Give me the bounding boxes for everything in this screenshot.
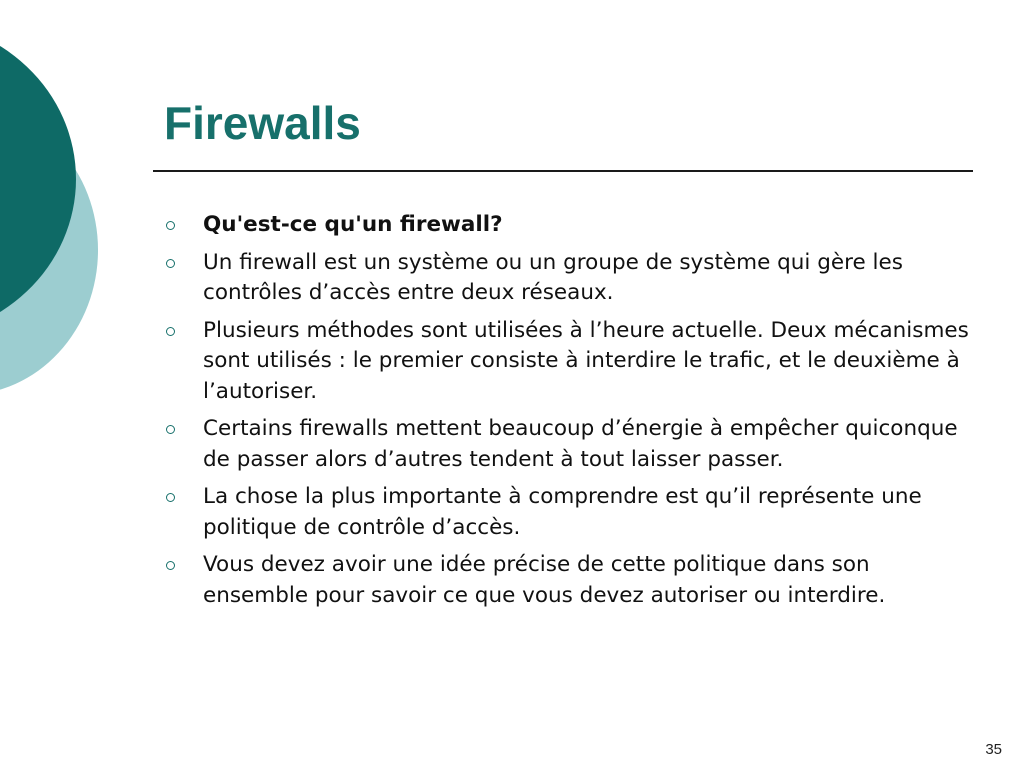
bullet-text: Vous devez avoir une idée précise de cette politique dans son ensemble pour savoir ce que vous devez autoriser ou interdire. [203,552,886,608]
hollow-circle-bullet-icon [166,493,175,502]
hollow-circle-bullet-icon [166,221,175,230]
bullet-item [160,316,970,408]
bullet-item [160,550,970,611]
hollow-circle-bullet-icon [166,259,175,268]
hollow-circle-bullet-icon [166,327,175,336]
bullet-item [160,248,970,309]
hollow-circle-bullet-icon [166,561,175,570]
bullet-text: La chose la plus importante à comprendre est qu’il représente une politique de contrôle d’accès. [203,484,922,540]
bullet-text: Un firewall est un système ou un groupe de système qui gère les contrôles d’accès entre deux réseaux. [203,249,903,305]
title-divider [153,170,973,172]
bullet-text: Plusieurs méthodes sont utilisées à l’heure actuelle. Deux mécanismes sont utilisés : le premier consiste à interdire le trafic, et le deuxième à l’autoriser. [203,317,969,404]
bullet-list [160,210,970,618]
slide-title: Firewalls [164,97,361,149]
bullet-item [160,210,970,241]
bullet-item [160,482,970,543]
bullet-text: Qu'est-ce qu'un firewall? [203,212,503,237]
page-number: 35 [985,741,1002,758]
hollow-circle-bullet-icon [166,425,175,434]
bullet-item [160,414,970,475]
bullet-text: Certains firewalls mettent beaucoup d’énergie à empêcher quiconque de passer alors d’autres tendent à tout laisser passer. [203,416,958,472]
